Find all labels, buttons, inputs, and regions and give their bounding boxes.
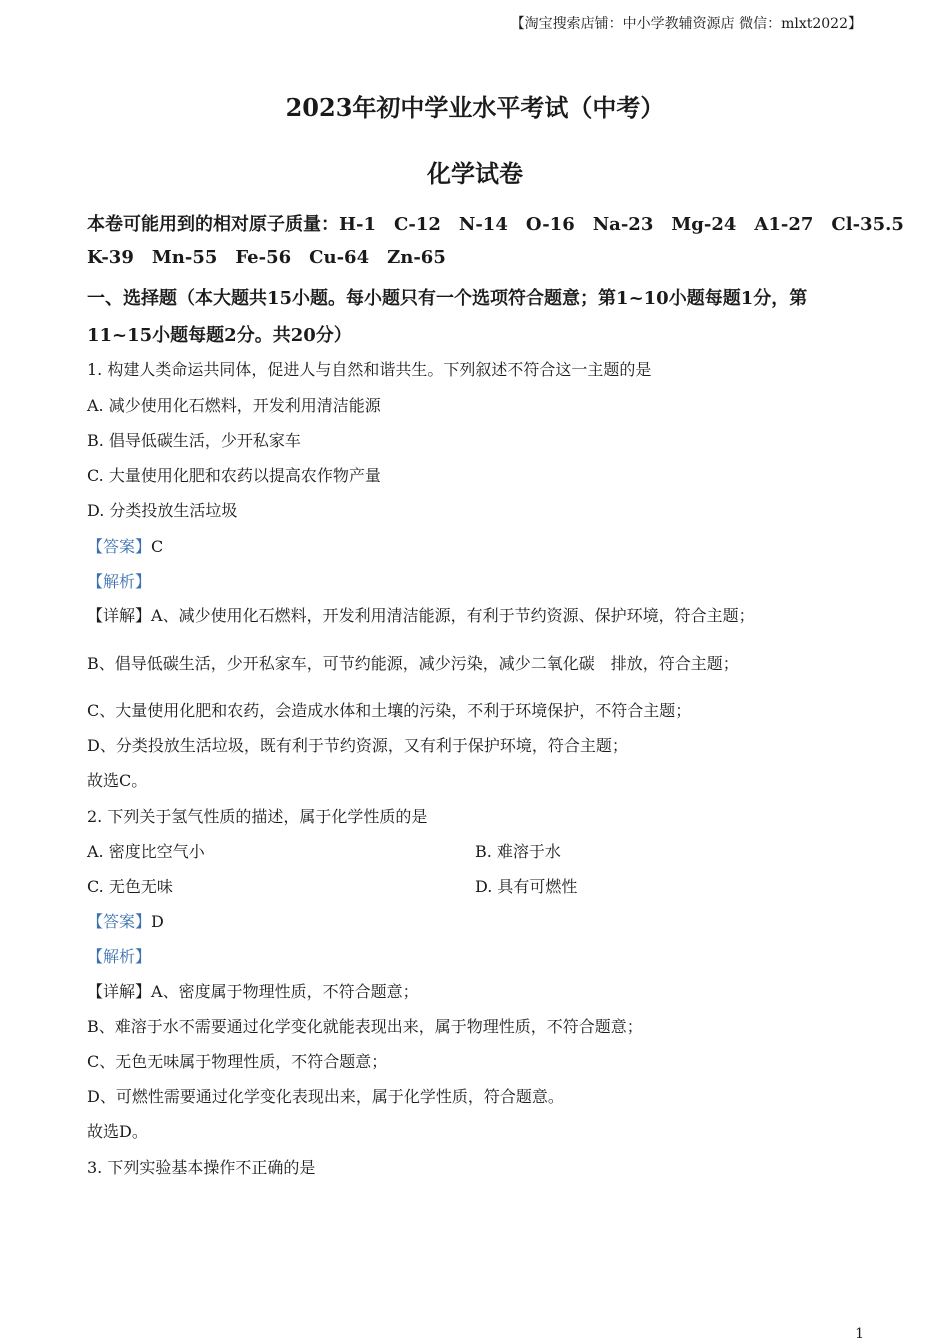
atomic-mass-item: Cl-35.5 [831, 214, 904, 235]
atomic-mass-line-2 [87, 247, 464, 268]
q1-detail-a [87, 603, 755, 626]
page-number: 1 [855, 1326, 864, 1342]
section-heading-line-1: 一、选择题（本大题共15小题。每小题只有一个选项符合题意；第1~10小题每题1分，第 [87, 288, 808, 309]
q2-detail-a [87, 979, 419, 1002]
detail-text: A、密度属于物理性质，不符合题意； [151, 982, 419, 1001]
atomic-mass-item: K-39 [87, 247, 134, 268]
atomic-mass-item: O-16 [525, 214, 575, 235]
detail-tag: 【详解】 [87, 606, 152, 625]
q2-detail-c: C、无色无味属于物理性质，不符合题意； [87, 1052, 388, 1071]
answer-tag: 【答案】 [87, 537, 152, 556]
atomic-mass-item: Mg-24 [671, 214, 737, 235]
q1-option-a: A. 减少使用化石燃料，开发利用清洁能源 [87, 396, 381, 415]
atomic-mass-item: Cu-64 [309, 247, 370, 268]
q1-detail-c: C、大量使用化肥和农药，会造成水体和土壤的污染，不利于环境保护，不符合主题； [87, 701, 692, 720]
atomic-mass-item: C-12 [394, 214, 441, 235]
page-subtitle: 化学试卷 [427, 159, 523, 188]
q1-option-c: C. 大量使用化肥和农药以提高农作物产量 [87, 466, 381, 485]
q2-option-a: A. 密度比空气小 [87, 842, 205, 861]
atomic-mass-item: Fe-56 [235, 247, 292, 268]
atomic-mass-item: Zn-65 [387, 247, 446, 268]
atomic-mass-item: H-1 [339, 214, 377, 235]
q2-detail-d: D、可燃性需要通过化学变化表现出来，属于化学性质，符合题意。 [87, 1087, 564, 1106]
q1-detail-b: B、倡导低碳生活，少开私家车，可节约能源，减少污染，减少二氧化碳 排放，符合主题； [87, 654, 739, 673]
q1-conclusion: 故选C。 [87, 771, 148, 790]
atomic-mass-item: N-14 [458, 214, 508, 235]
answer-value: C [151, 537, 164, 556]
atomic-mass-label: 本卷可能用到的相对原子质量： [87, 214, 339, 235]
answer-value: D [151, 912, 164, 931]
section-heading-line-2: 11~15小题每题2分。共20分） [87, 325, 352, 346]
detail-text: A、减少使用化石燃料，开发利用清洁能源，有利于节约资源、保护环境，符合主题； [151, 606, 755, 625]
q1-detail-d: D、分类投放生活垃圾，既有利于节约资源，又有利于保护环境，符合主题； [87, 736, 628, 755]
header-note: 【淘宝搜索店铺：中小学教辅资源店 微信：mlxt2022】 [510, 16, 862, 32]
q2-option-c: C. 无色无味 [87, 877, 173, 896]
q1-stem: 1. 构建人类命运共同体，促进人与自然和谐共生。下列叙述不符合这一主题的是 [87, 360, 652, 379]
atomic-mass-item: A1-27 [754, 214, 814, 235]
answer-tag: 【答案】 [87, 912, 152, 931]
q2-stem: 2. 下列关于氢气性质的描述，属于化学性质的是 [87, 807, 428, 826]
q1-answer [87, 534, 163, 557]
q3-stem: 3. 下列实验基本操作不正确的是 [87, 1158, 316, 1177]
atomic-mass-item: Mn-55 [151, 247, 218, 268]
q2-answer [87, 909, 164, 932]
q2-option-b: B. 难溶于水 [475, 842, 561, 861]
q2-analysis-tag: 【解析】 [87, 947, 152, 966]
atomic-mass-item: Na-23 [592, 214, 654, 235]
q2-option-d: D. 具有可燃性 [475, 877, 578, 896]
q2-detail-b: B、难溶于水不需要通过化学变化就能表现出来，属于物理性质，不符合题意； [87, 1017, 643, 1036]
q2-conclusion: 故选D。 [87, 1122, 148, 1141]
atomic-mass-line-1 [87, 210, 922, 236]
detail-tag: 【详解】 [87, 982, 152, 1001]
q1-option-d: D. 分类投放生活垃圾 [87, 501, 238, 520]
q1-option-b: B. 倡导低碳生活，少开私家车 [87, 431, 301, 450]
page-title: 2023年初中学业水平考试（中考） [285, 93, 665, 122]
q1-analysis-tag: 【解析】 [87, 572, 152, 591]
